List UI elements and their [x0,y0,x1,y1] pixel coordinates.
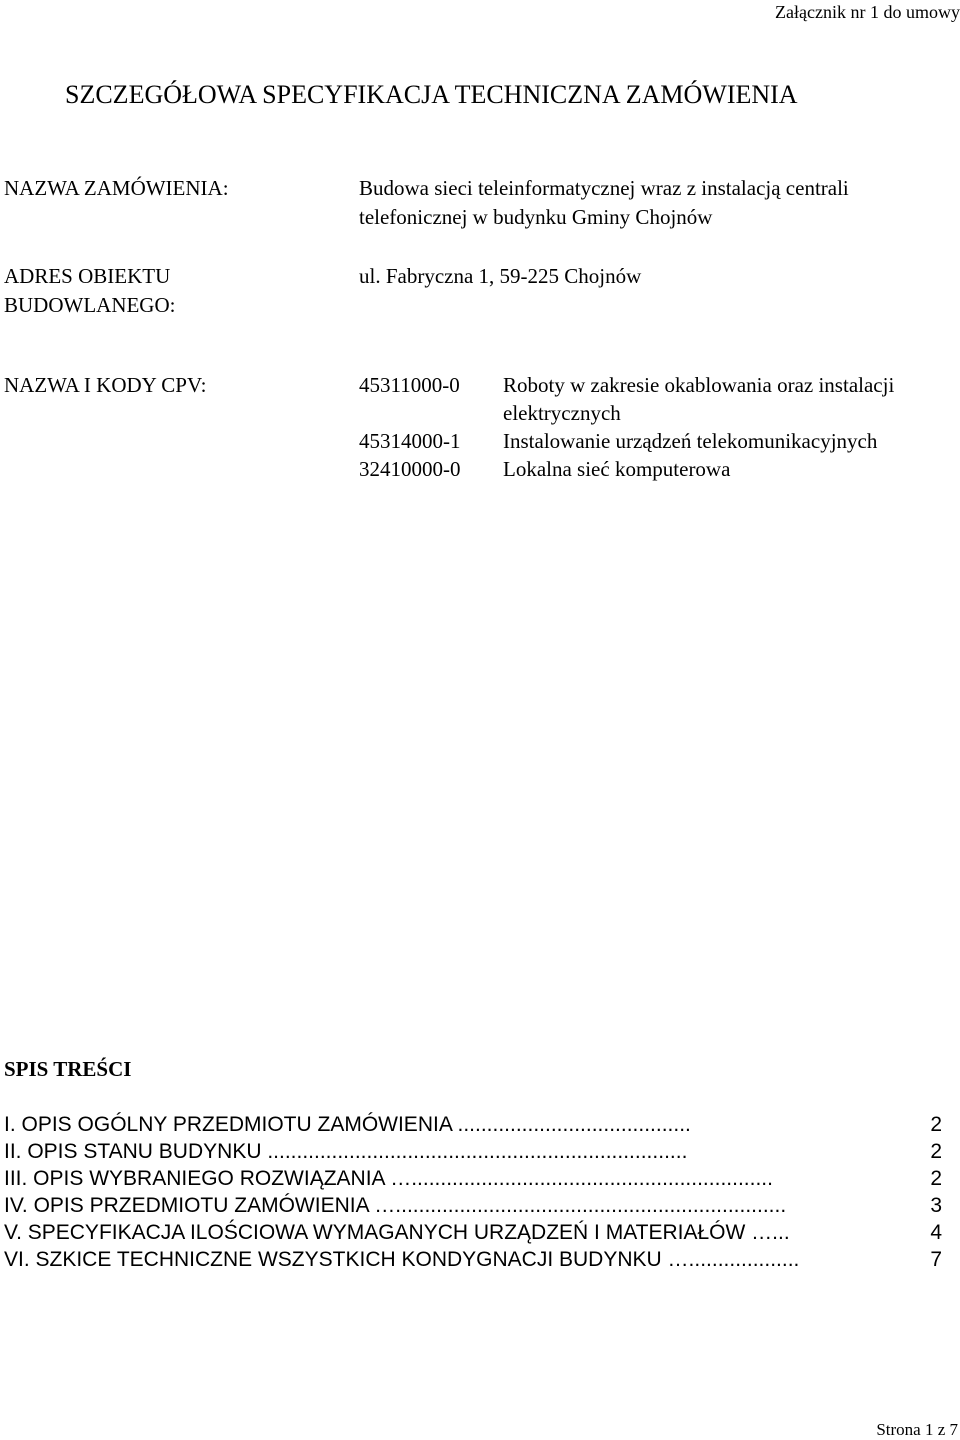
toc-entry-text: V. SPECYFIKACJA ILOŚCIOWA WYMAGANYCH URZĄDZEŃ I MATERIAŁÓW …... [4,1221,790,1244]
cpv-label: NAZWA I KODY CPV: [4,373,207,397]
toc-entry-page: 2 [930,1113,942,1136]
cpv-code: 45311000-0 [359,373,460,397]
toc-entry[interactable] [4,1246,942,1273]
cpv-description: Lokalna sieć komputerowa [503,457,731,481]
toc-entry-text: III. OPIS WYBRANIEGO ROZWIĄZANIA ….............................................................. [4,1167,773,1190]
cpv-item [359,371,953,427]
address-label-line-2: BUDOWLANEGO: [4,293,176,317]
cpv-code: 45314000-1 [359,429,461,453]
toc-entry-text: I. OPIS OGÓLNY PRZEDMIOTU ZAMÓWIENIA ........................................ [4,1113,691,1136]
toc-entry-text: IV. OPIS PRZEDMIOTU ZAMÓWIENIA …................................................................... [4,1194,787,1217]
toc-entry-text: VI. SZKICE TECHNICZNE WSZYSTKICH KONDYGNACJI BUDYNKU …................... [4,1248,800,1271]
toc-entry-page: 2 [930,1140,942,1163]
order-name-line-2: telefonicznej w budynku Gminy Chojnów [359,205,713,229]
toc-entry[interactable] [4,1192,942,1219]
toc-entry[interactable] [4,1111,942,1138]
toc-title: SPIS TREŚCI [4,1057,132,1081]
cpv-item [359,455,953,483]
toc-entry[interactable] [4,1138,942,1165]
toc-entry-text: II. OPIS STANU BUDYNKU ........................................................................ [4,1140,688,1163]
toc-entry-page: 2 [930,1167,942,1190]
address-value: ul. Fabryczna 1, 59-225 Chojnów [359,264,642,288]
annex-label: Załącznik nr 1 do umowy [775,2,960,22]
order-name-line-1: Budowa sieci teleinformatycznej wraz z instalacją centrali [359,176,849,200]
toc-entry[interactable] [4,1165,942,1192]
toc-entry-page: 3 [930,1194,942,1217]
cpv-description: Instalowanie urządzeń telekomunikacyjnych [503,429,878,453]
address-label-line-1: ADRES OBIEKTU [4,264,171,288]
document-title: SZCZEGÓŁOWA SPECYFIKACJA TECHNICZNA ZAMÓWIENIA [65,80,798,109]
order-name-label: NAZWA ZAMÓWIENIA: [4,176,229,200]
toc-entry-page: 7 [930,1248,942,1271]
cpv-code: 32410000-0 [359,457,461,481]
table-of-contents [4,1111,942,1273]
toc-entry[interactable] [4,1219,942,1246]
toc-entry-page: 4 [930,1221,942,1244]
cpv-description: Roboty w zakresie okablowania oraz instalacji elektrycznych [503,373,895,425]
page-number: Strona 1 z 7 [876,1420,958,1439]
cpv-item [359,427,953,455]
